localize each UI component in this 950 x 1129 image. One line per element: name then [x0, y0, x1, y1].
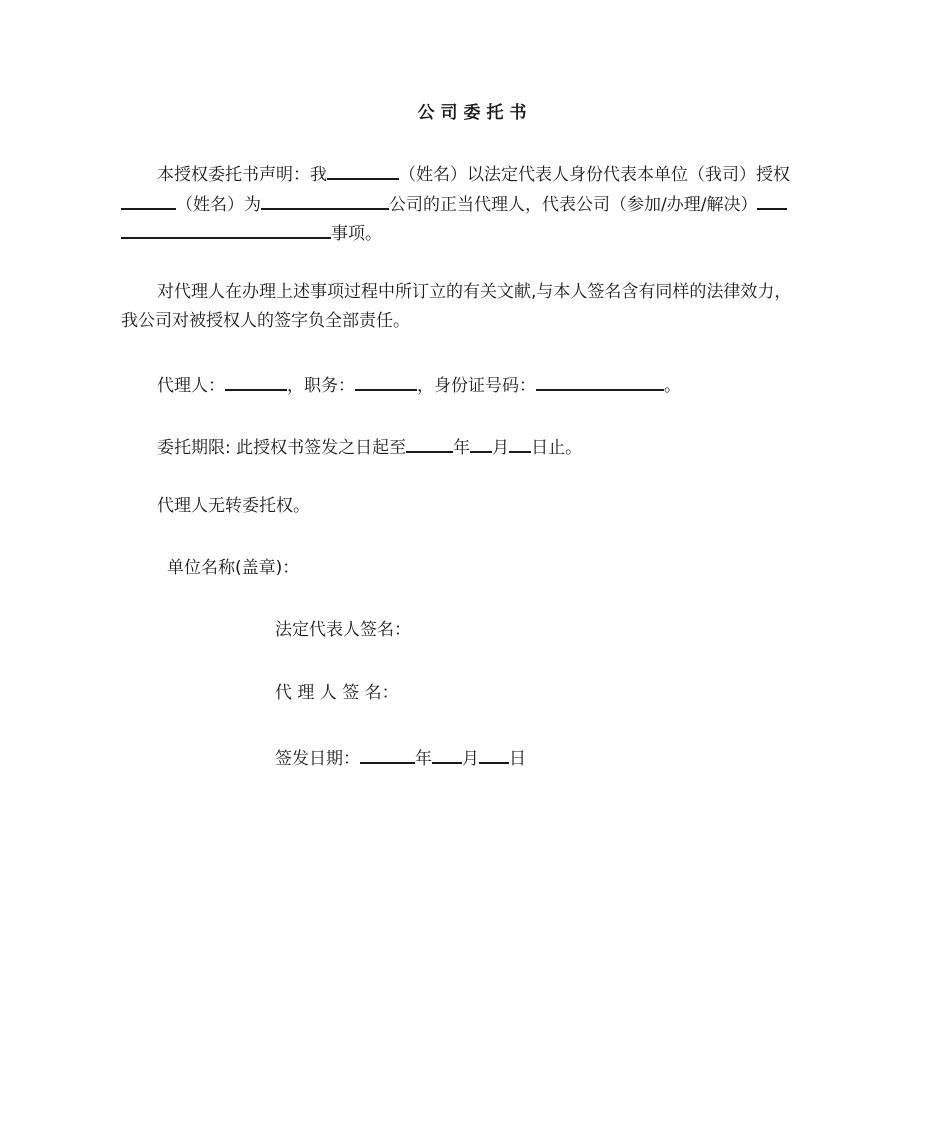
- para1-line3: [121, 222, 382, 243]
- position-blank[interactable]: [355, 374, 417, 391]
- term-day-blank[interactable]: [509, 436, 531, 453]
- no-transfer-text: 代理人无转委托权。: [157, 496, 310, 516]
- para1-text-c: （姓名）为: [176, 195, 261, 215]
- term-suffix: 日止。: [531, 438, 583, 458]
- para1-text-e: 事项。: [331, 224, 382, 244]
- sign-month-blank[interactable]: [432, 747, 462, 764]
- para1-line1: [157, 163, 790, 184]
- para1-text-a: 本授权委托书声明：我: [157, 165, 327, 185]
- agent-info-line: [157, 374, 681, 395]
- document-title: 公司委托书: [417, 103, 533, 123]
- agent-name-blank[interactable]: [225, 374, 287, 391]
- term-year-label: 年: [453, 438, 471, 458]
- matter-blank-1[interactable]: [757, 193, 787, 210]
- term-year-blank[interactable]: [406, 436, 453, 453]
- unit-name-label: 单位名称(盖章)：: [167, 558, 300, 578]
- agent-label: 代理人：: [157, 376, 225, 396]
- term-month-label: 月: [492, 438, 510, 458]
- agent-sign-label: 代 理 人 签 名：: [275, 683, 399, 703]
- legal-rep-sign-label: 法定代表人签名：: [275, 620, 411, 640]
- term-month-blank[interactable]: [470, 436, 492, 453]
- sign-year-blank[interactable]: [360, 747, 415, 764]
- name-blank-2[interactable]: [121, 193, 176, 210]
- sign-date-label: 签发日期：: [275, 749, 360, 769]
- para2-line2: 我公司对被授权人的签字负全部责任。: [121, 311, 410, 331]
- sign-month-label: 月: [462, 749, 479, 769]
- para2-line1: 对代理人在办理上述事项过程中所订立的有关文献,与本人签名含有同样的法律效力，: [157, 282, 792, 302]
- para1-text-d: 公司的正当代理人，代表公司（参加/办理/解决）: [389, 195, 758, 215]
- term-prefix: 委托期限: 此授权书签发之日起至: [157, 438, 407, 458]
- term-line: [157, 436, 582, 457]
- id-number-blank[interactable]: [536, 374, 664, 391]
- company-blank[interactable]: [261, 193, 389, 210]
- agent-line-end: 。: [664, 376, 681, 396]
- position-label: ，职务：: [287, 376, 355, 396]
- name-blank-1[interactable]: [327, 163, 399, 180]
- para1-text-b: （姓名）以法定代表人身份代表本单位（我司）授权: [399, 165, 790, 185]
- sign-day-blank[interactable]: [479, 747, 509, 764]
- matter-blank-2[interactable]: [121, 222, 331, 239]
- id-label: ，身份证号码：: [417, 376, 536, 396]
- sign-day-label: 日: [509, 749, 526, 769]
- sign-date-line: [275, 747, 526, 768]
- para1-line2: [121, 193, 787, 214]
- sign-year-label: 年: [415, 749, 432, 769]
